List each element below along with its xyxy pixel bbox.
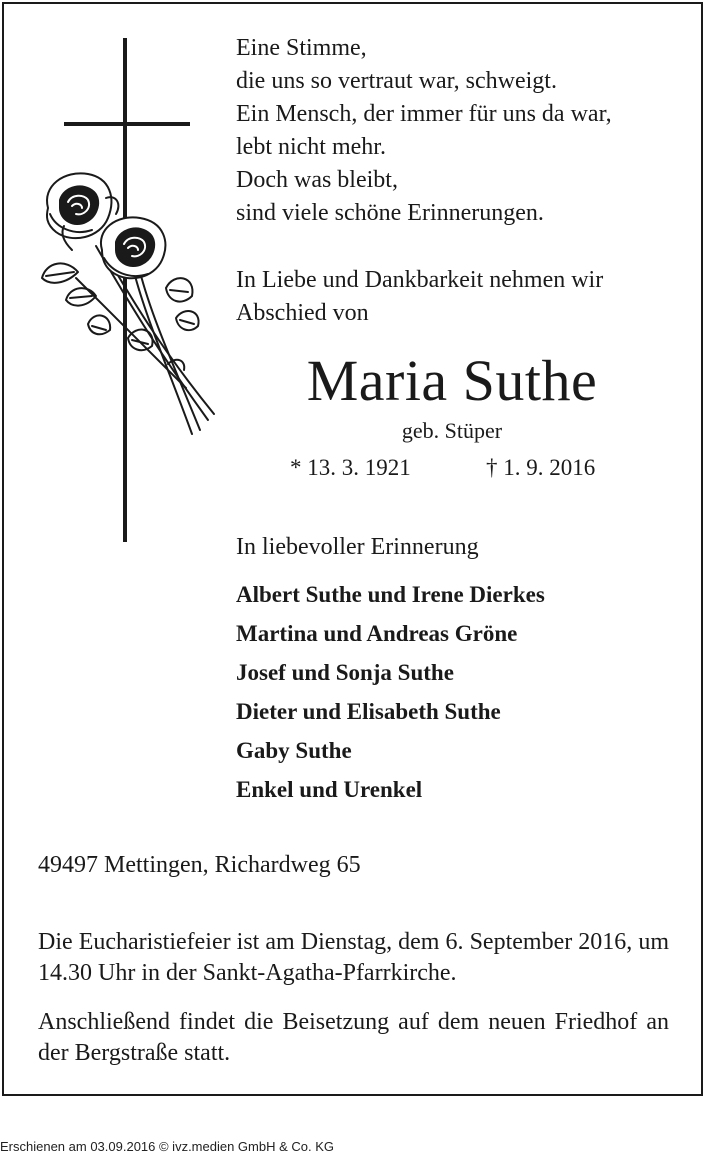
ceremony-notice: Die Eucharistiefeier ist am Dienstag, dem 6. September 2016, um 14.30 Uhr in der Sankt-Agatha-Pfarrkirche.: [38, 929, 669, 986]
intro-line: In Liebe und Dankbarkeit nehmen wir: [236, 267, 604, 293]
poem-line: lebt nicht mehr.: [236, 134, 386, 160]
roses-icon: [36, 168, 222, 458]
family-member: Martina und Andreas Gröne: [236, 621, 518, 646]
family-member: Enkel und Urenkel: [236, 777, 423, 802]
poem-line: Doch was bleibt,: [236, 167, 398, 193]
family-list: [236, 575, 545, 809]
address: 49497 Mettingen, Richardweg 65: [38, 852, 361, 878]
farewell-intro: [236, 264, 676, 330]
poem-line: sind viele schöne Erinnerungen.: [236, 200, 544, 226]
family-member: Albert Suthe und Irene Dierkes: [236, 582, 545, 607]
poem: [236, 32, 676, 230]
maiden-name: geb. Stüper: [401, 418, 503, 443]
death-date: † 1. 9. 2016: [486, 455, 596, 480]
family-member: Josef und Sonja Suthe: [236, 660, 454, 685]
publication-footer: Erschienen am 03.09.2016 © ivz.medien GmbH & Co. KG: [0, 1139, 335, 1154]
family-member: Dieter und Elisabeth Suthe: [236, 699, 501, 724]
burial-notice: Anschließend findet die Beisetzung auf dem neuen Friedhof an der Bergstraße statt.: [38, 1009, 669, 1066]
poem-line: die uns so vertraut war, schweigt.: [236, 68, 557, 94]
intro-line: Abschied von: [236, 300, 369, 326]
birth-date: * 13. 3. 1921: [290, 455, 411, 480]
poem-line: Eine Stimme,: [236, 35, 367, 61]
deceased-name: Maria Suthe: [306, 348, 598, 413]
family-member: Gaby Suthe: [236, 738, 352, 763]
poem-line: Ein Mensch, der immer für uns da war,: [236, 101, 612, 127]
memory-line: In liebevoller Erinnerung: [236, 534, 479, 560]
